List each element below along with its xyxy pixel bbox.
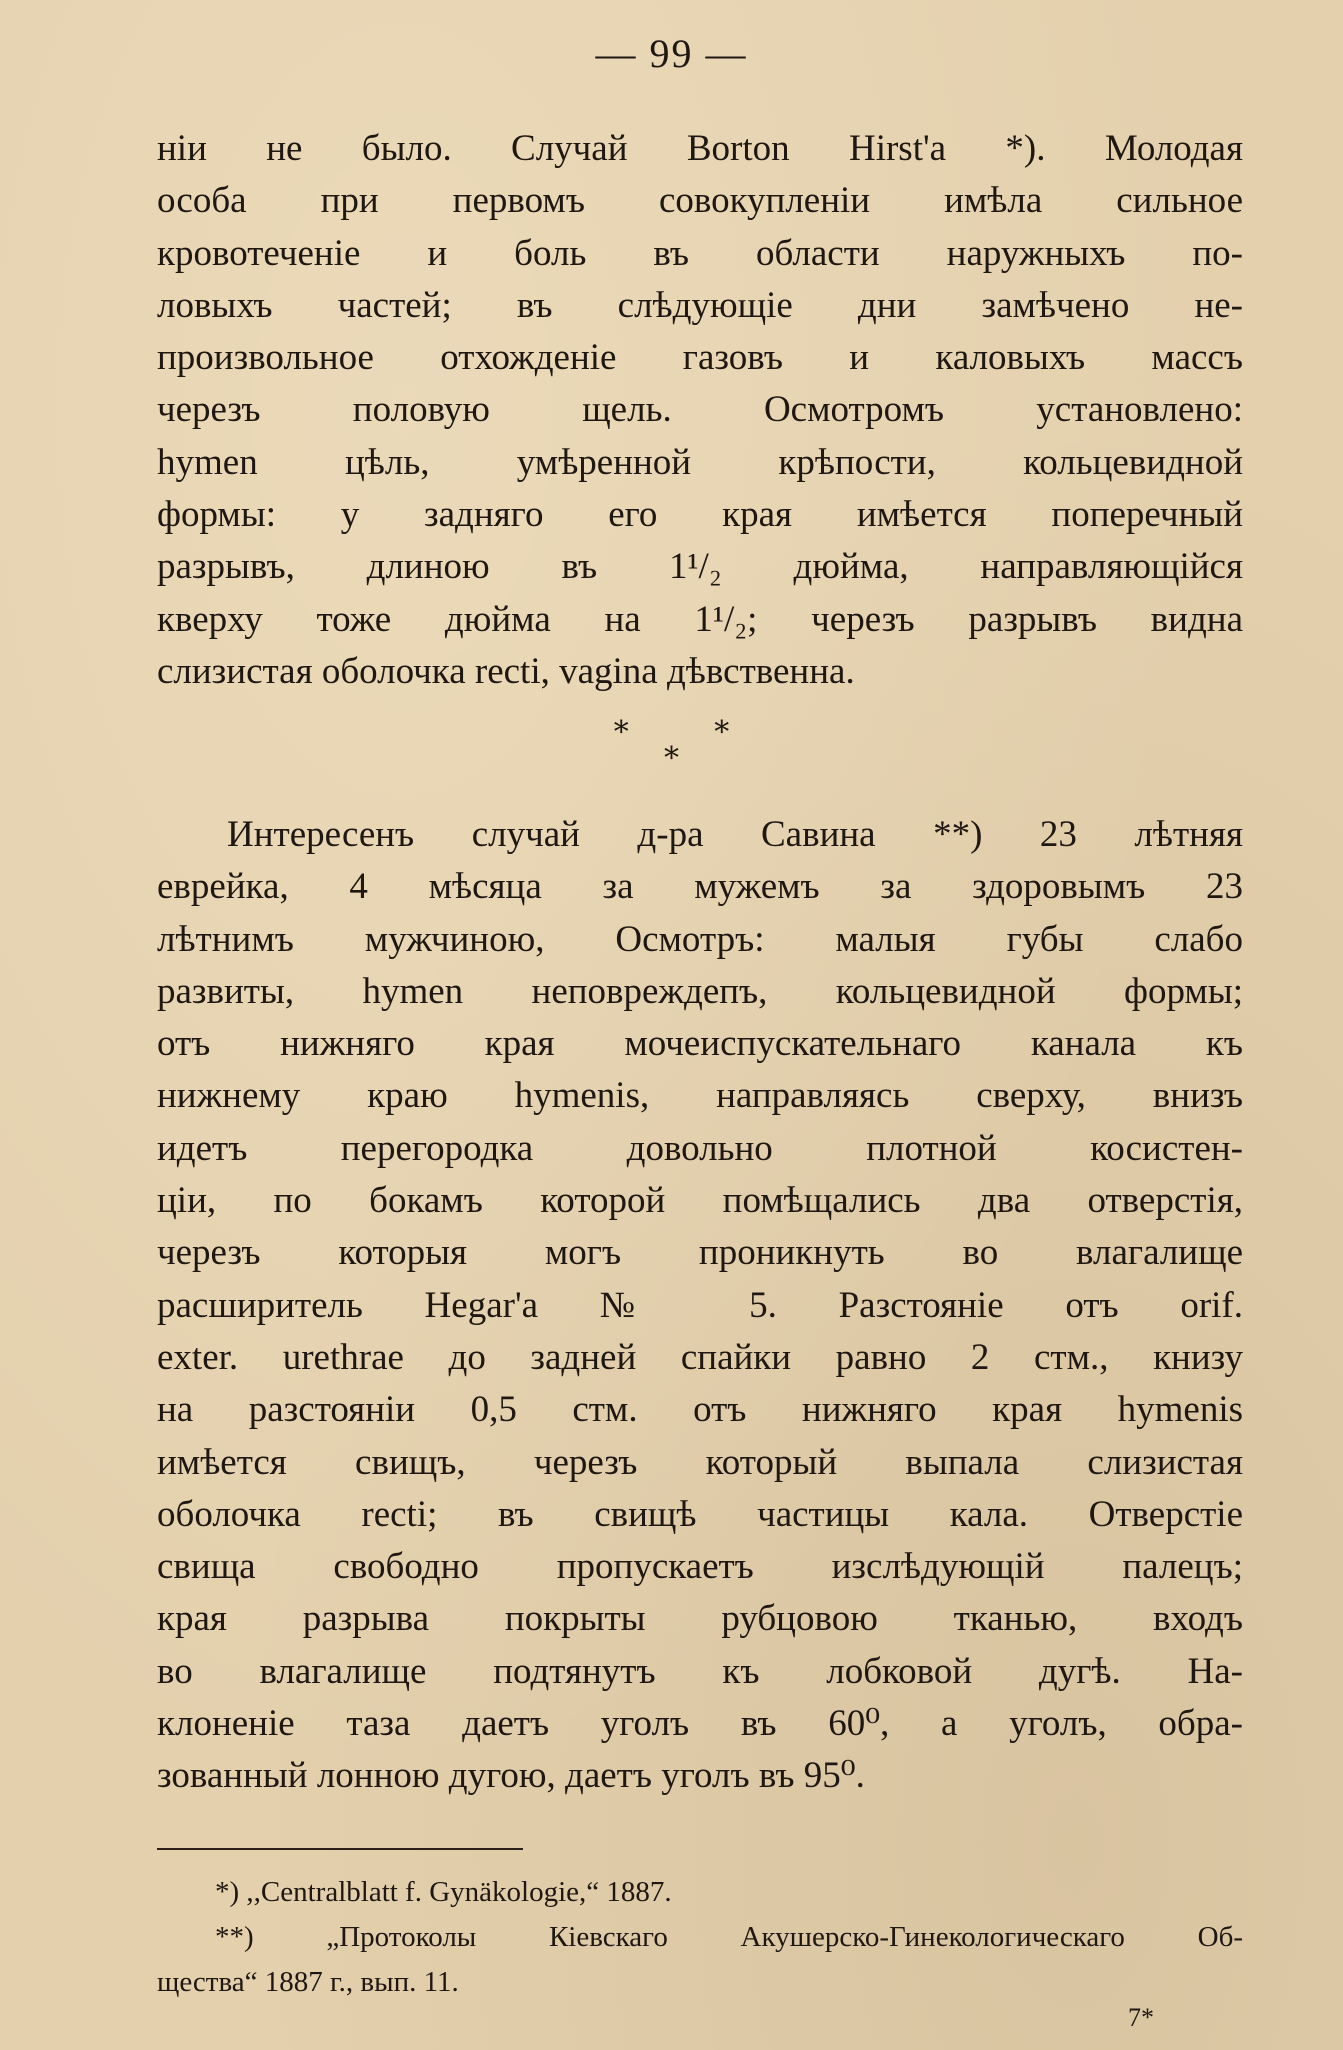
footnote-1: *) ,,Centralblatt f. Gynäkologie,“ 1887.	[215, 1876, 672, 1908]
text-line: свища свободно пропускаетъ изслѣдующiй палецъ;	[157, 1546, 1243, 1588]
text-line: края разрыва покрыты рубцовою тканью, входъ	[157, 1598, 1243, 1640]
text-line: еврейка, 4 мѣсяца за мужемъ за здоровымъ 23	[157, 866, 1243, 908]
paragraph-savin-case	[157, 809, 1243, 1803]
text-line: особа при первомъ совокупленiи имѣла сильное	[157, 180, 1243, 222]
text-line: цiи, по бокамъ которой помѣщались два отверстiя,	[157, 1180, 1243, 1222]
asterism-separator	[0, 715, 1343, 778]
text-line: разрывъ, длиною въ 1¹/₂ дюйма, направляющiйся	[157, 546, 1243, 588]
text-line: слизистая оболочка recti, vagina дѣвственна.	[157, 650, 855, 692]
text-line: лѣтнимъ мужчиною, Осмотръ: малыя губы слабо	[157, 918, 1243, 960]
footnote-divider	[157, 1848, 523, 1850]
text-line: ловыхъ частей; въ слѣдующiе дни замѣчено не-	[157, 284, 1243, 326]
text-line: имѣется свищъ, черезъ который выпала слизистая	[157, 1441, 1243, 1483]
paragraph-borton-hirst-case	[157, 123, 1243, 698]
text-line: отъ нижняго края мочеиспускательнаго канала къ	[157, 1023, 1243, 1065]
text-line: exter. urethrae до задней спайки равно 2 стм., книзу	[157, 1336, 1243, 1378]
text-line: расширитель Hegar'а № 5. Разстоянiе отъ orif.	[157, 1284, 1243, 1326]
text-line: идетъ перегородка довольно плотной косистен-	[157, 1127, 1243, 1169]
text-line: оболочка recti; въ свищѣ частицы кала. Отверстiе	[157, 1493, 1243, 1535]
text-line: зованный лонною дугою, даетъ уголъ въ 95⁰.	[157, 1755, 865, 1797]
text-line: черезъ которыя могъ проникнуть во влагалище	[157, 1232, 1243, 1274]
text-line: Интересенъ случай д-ра Савина **) 23 лѣтняя	[227, 814, 1243, 855]
asterism-bottom: *	[664, 741, 679, 776]
page-number: — 99 —	[595, 31, 748, 76]
text-line: на разстоянiи 0,5 стм. отъ нижняго края hymenis	[157, 1389, 1243, 1431]
text-line: hymen цѣль, умѣренной крѣпости, кольцевидной	[157, 441, 1243, 483]
text-line: формы: у задняго его края имѣется поперечный	[157, 494, 1243, 536]
text-line: во влагалище подтянутъ къ лобковой дугѣ. На-	[157, 1650, 1243, 1692]
text-line: кровотеченiе и боль въ области наружныхъ по-	[157, 232, 1243, 274]
text-line: нижнему краю hymenis, направляясь сверху, внизъ	[157, 1075, 1243, 1117]
text-line: нiи не было. Случай Borton Hirst'а *). Молодая	[157, 128, 1243, 169]
printer-signature-mark: 7*	[1128, 2003, 1154, 2032]
footnote-2: **) „Протоколы Кiевскаго Акушерско-Гинекологическаго Об-	[215, 1921, 1243, 1953]
footnote-2-continued: щества“ 1887 г., вып. 11.	[157, 1966, 459, 1998]
text-line: развиты, hymen неповреждепъ, кольцевидной формы;	[157, 970, 1243, 1012]
footnotes	[157, 1870, 1243, 2005]
text-line: клоненiе таза даетъ уголъ въ 60⁰, а уголъ, обра-	[157, 1703, 1243, 1745]
text-line: черезъ половую щель. Осмотромъ установлено:	[157, 389, 1243, 431]
text-line: кверху тоже дюйма на 1¹/₂; черезъ разрывъ видна	[157, 598, 1243, 640]
text-line: произвольное отхожденiе газовъ и каловыхъ массъ	[157, 337, 1243, 379]
asterism-top: * *	[613, 715, 768, 750]
